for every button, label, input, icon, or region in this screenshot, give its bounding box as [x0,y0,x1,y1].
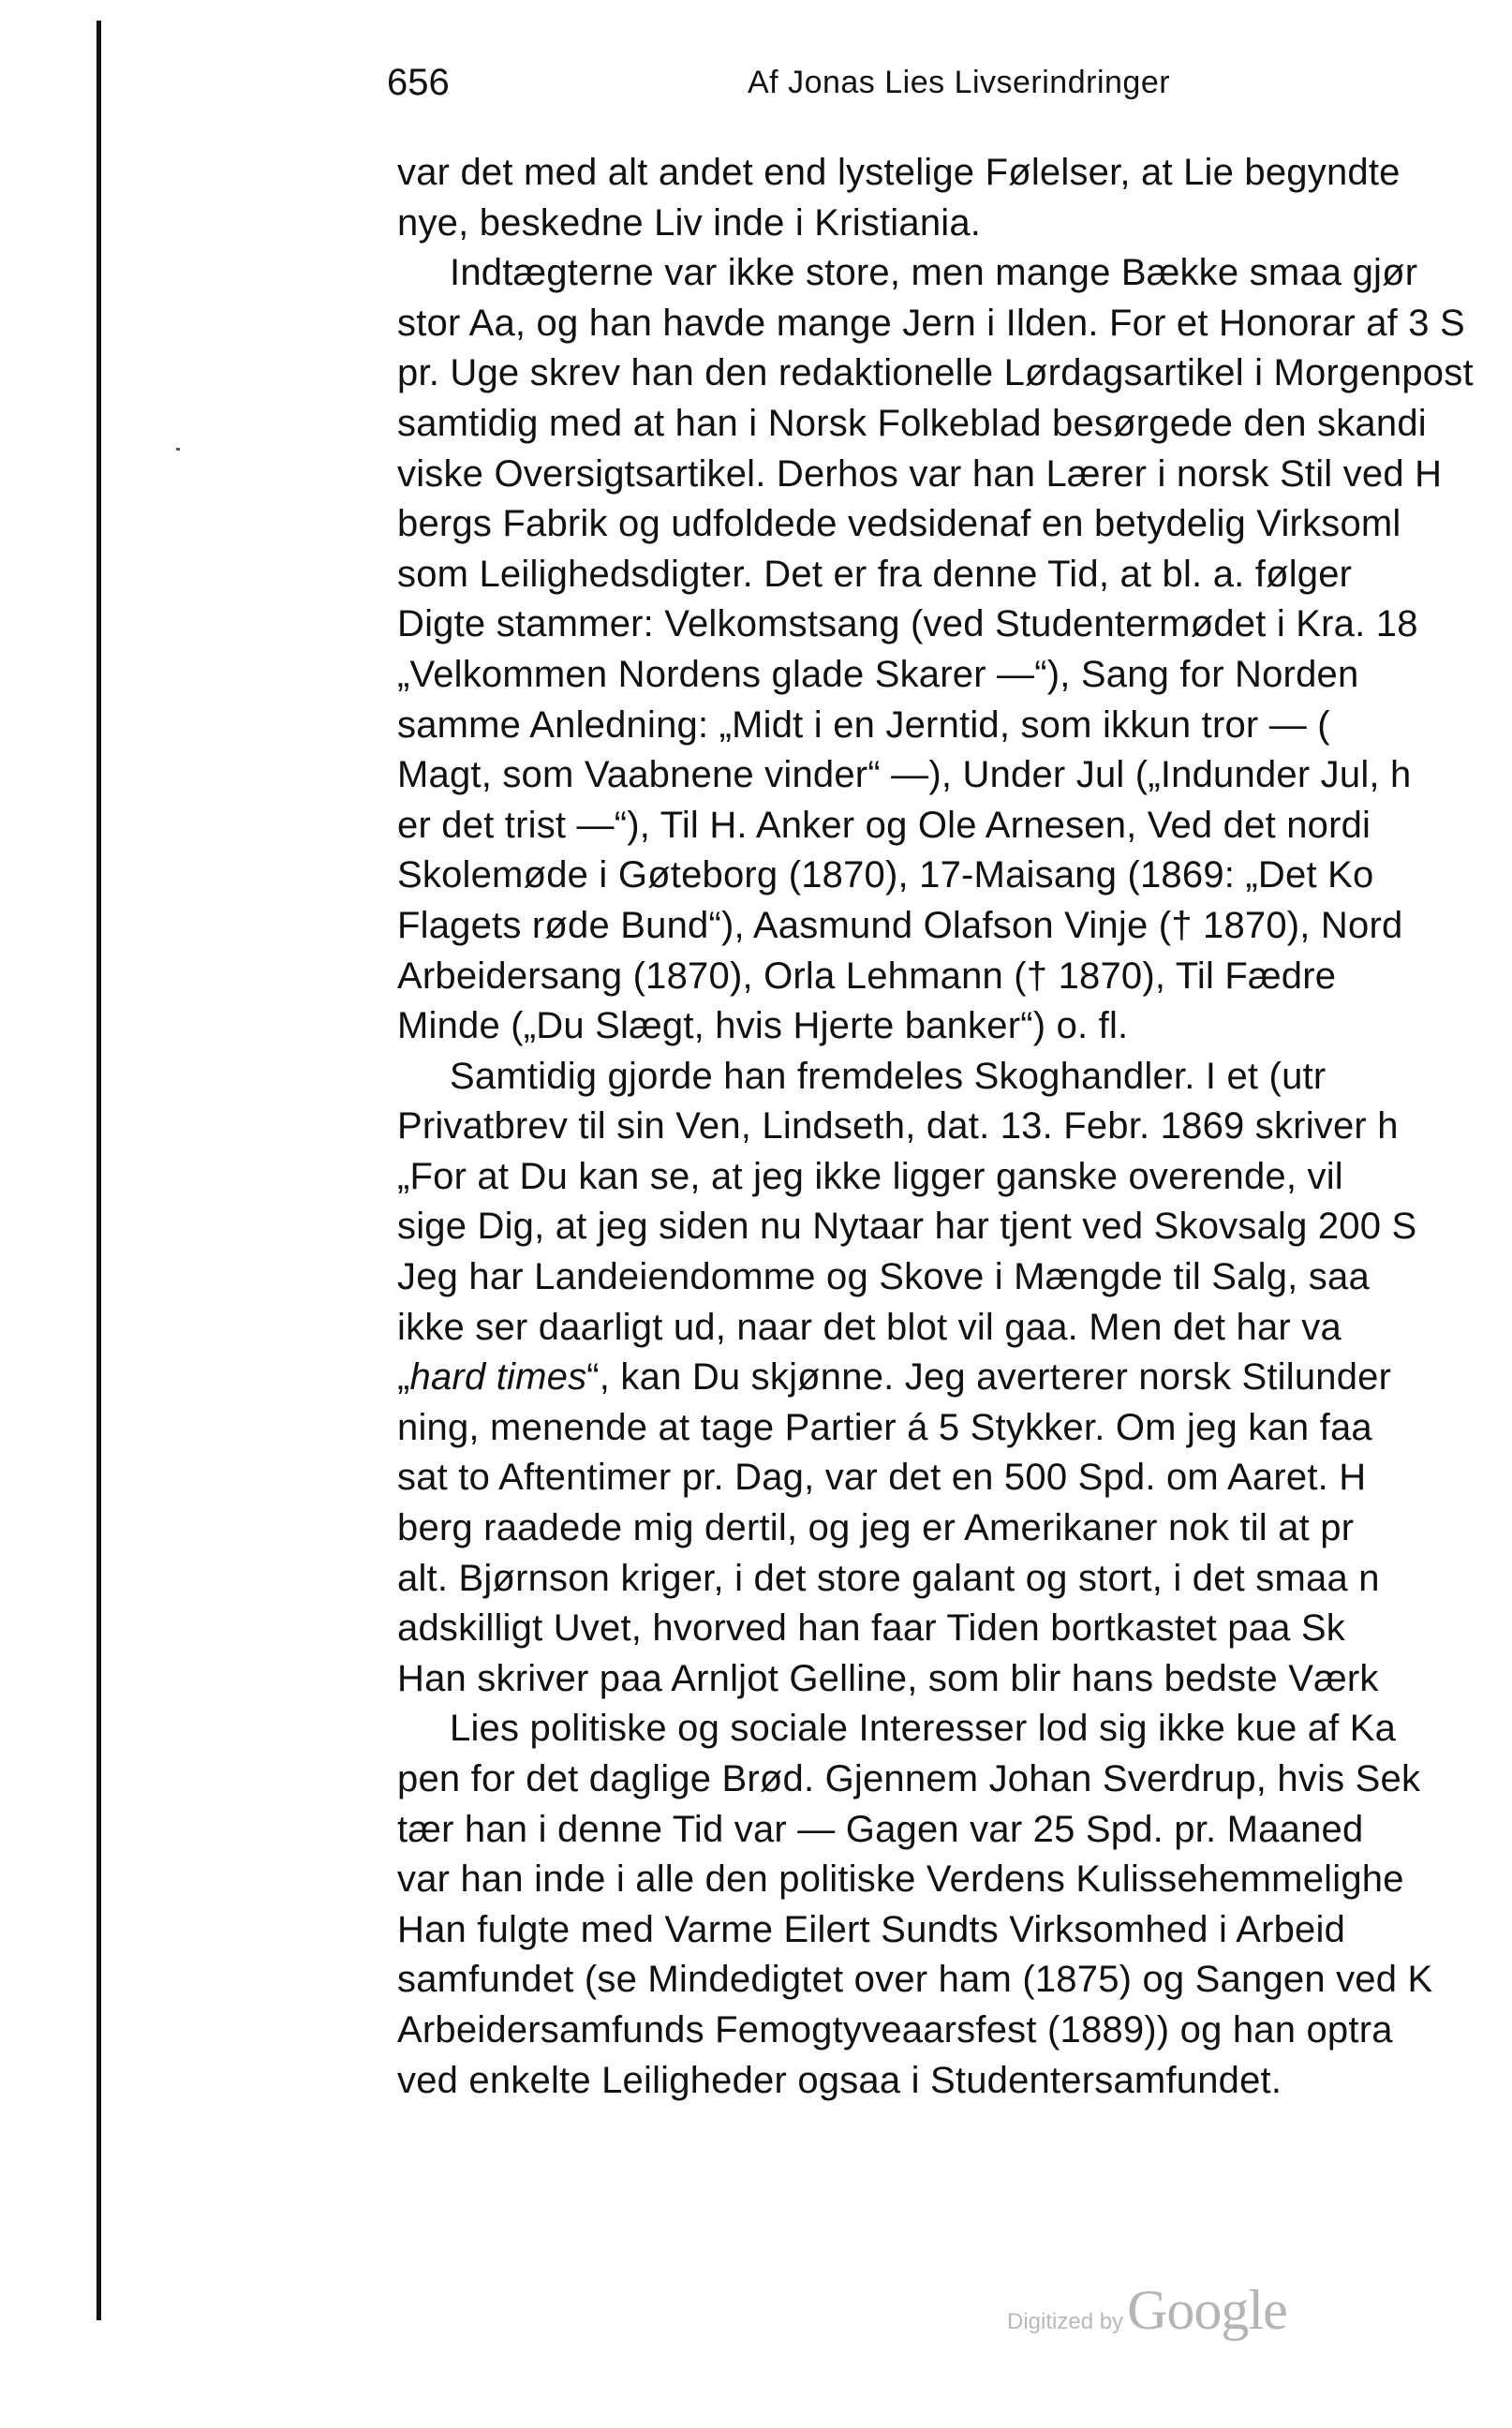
text-line: Magt, som Vaabnene vinder“ —), Under Jul („Indunder Jul, h [397,754,1412,796]
text-line: Han skriver paa Arnljot Gelline, som blir hans bedste Værk [397,1657,1379,1699]
text-line: samme Anledning: „Midt i en Jerntid, som ikkun tror — ( [397,703,1330,746]
text-line: var det med alt andet end lystelige Følelser, at Lie begyndte [397,152,1401,193]
text-line: Samtidig gjorde han fremdeles Skoghandler. I et (utr [450,1055,1327,1097]
text-line: sige Dig, at jeg siden nu Nytaar har tjent ved Skovsalg 200 S [397,1206,1417,1248]
text-line: Skolemøde i Gøteborg (1870), 17-Maisang (1869: „Det Ko [397,854,1374,896]
text-line: Digte stammer: Velkomstsang (ved Studentermødet i Kra. 18 [397,603,1418,645]
text-line: berg raadede mig dertil, og jeg er Amerikaner nok til at pr [397,1507,1355,1549]
text-line: pen for det daglige Brød. Gjennem Johan Sverdrup, hvis Sek [397,1758,1421,1799]
text-line: nye, beskedne Liv inde i Kristiania. [397,201,982,244]
text-line: Minde („Du Slægt, hvis Hjerte banker“) o. fl. [397,1005,1129,1047]
gutter-line [96,21,101,2320]
text-line: pr. Uge skrev han den redaktionelle Lørdagsartikel i Morgenpost [397,352,1474,394]
text-line: Lies politiske og sociale Interesser lod sig ikke kue af Ka [450,1708,1397,1750]
text-line: Jeg har Landeiendomme og Skove i Mængde til Salg, saa [397,1256,1370,1298]
text-line: ning, menende at tage Partier á 5 Stykker. Om jeg kan faa [397,1406,1372,1448]
text-line: er det trist —“), Til H. Anker og Ole Arnesen, Ved det nordi [397,804,1371,846]
text-line: Privatbrev til sin Ven, Lindseth, dat. 13. Febr. 1869 skriver h [397,1105,1399,1147]
text-line: tær han i denne Tid var — Gagen var 25 Spd. pr. Maaned [397,1808,1364,1850]
text-line: samfundet (se Mindedigtet over ham (1875) og Sangen ved K [397,1959,1433,2001]
text-line: alt. Bjørnson kriger, i det store galant og stort, i det smaa n [397,1557,1380,1599]
text-line: Han fulgte med Varme Eilert Sundts Virksomhed i Arbeid [397,1908,1346,1950]
text-line: sat to Aftentimer pr. Dag, var det en 500 Spd. om Aaret. H [397,1457,1367,1499]
text-line: Arbeidersamfunds Femogtyveaarsfest (1889)) og han optra [397,2008,1393,2050]
body-text [397,148,1512,2115]
page-number: 656 [387,62,450,103]
page-header [387,54,1512,111]
margin-mark [176,448,180,451]
text-line: bergs Fabrik og udfoldede vedsidenaf en betydelig Virksoml [397,503,1401,545]
text-line: „For at Du kan se, at jeg ikke ligger ganske overende, vil [397,1155,1343,1197]
italic-phrase: hard times [409,1356,587,1399]
text-line: „Velkommen Nordens glade Skarer —“), Sang for Norden [397,653,1359,695]
text-line: Flagets røde Bund“), Aasmund Olafson Vinje († 1870), Nord [397,904,1403,946]
watermark-prefix: Digitized by [1007,2309,1124,2334]
text-line: Arbeidersang (1870), Orla Lehmann († 1870), Til Fædre [397,955,1337,997]
text-line: adskilligt Uvet, hvorved han faar Tiden bortkastet paa Sk [397,1607,1345,1650]
digitized-by-google-watermark [1007,2278,1287,2341]
text-line: stor Aa, og han havde mange Jern i Ilden. For et Honorar af 3 S [397,302,1465,344]
text-line: viske Oversigtsartikel. Derhos var han Lærer i norsk Stil ved H [397,452,1443,495]
text-line: Indtægterne var ikke store, men mange Bække smaa gjør [450,252,1418,294]
text-line: var han inde i alle den politiske Verdens Kulissehemmelighe [397,1858,1404,1901]
text-line: ikke ser daarligt ud, naar det blot vil gaa. Men det har va [397,1306,1342,1348]
text-line: samtidig med at han i Norsk Folkeblad besørgede den skandi [397,402,1427,444]
google-logo: Google [1127,2279,1287,2341]
text-line: ved enkelte Leiligheder ogsaa i Studentersamfundet. [397,2059,1282,2101]
text-line: „hard times“, kan Du skjønne. Jeg averterer norsk Stilunder [397,1356,1392,1399]
running-title: Af Jonas Lies Livserindringer [748,65,1171,100]
text-line: som Leilighedsdigter. Det er fra denne Tid, at bl. a. følger [397,553,1353,595]
